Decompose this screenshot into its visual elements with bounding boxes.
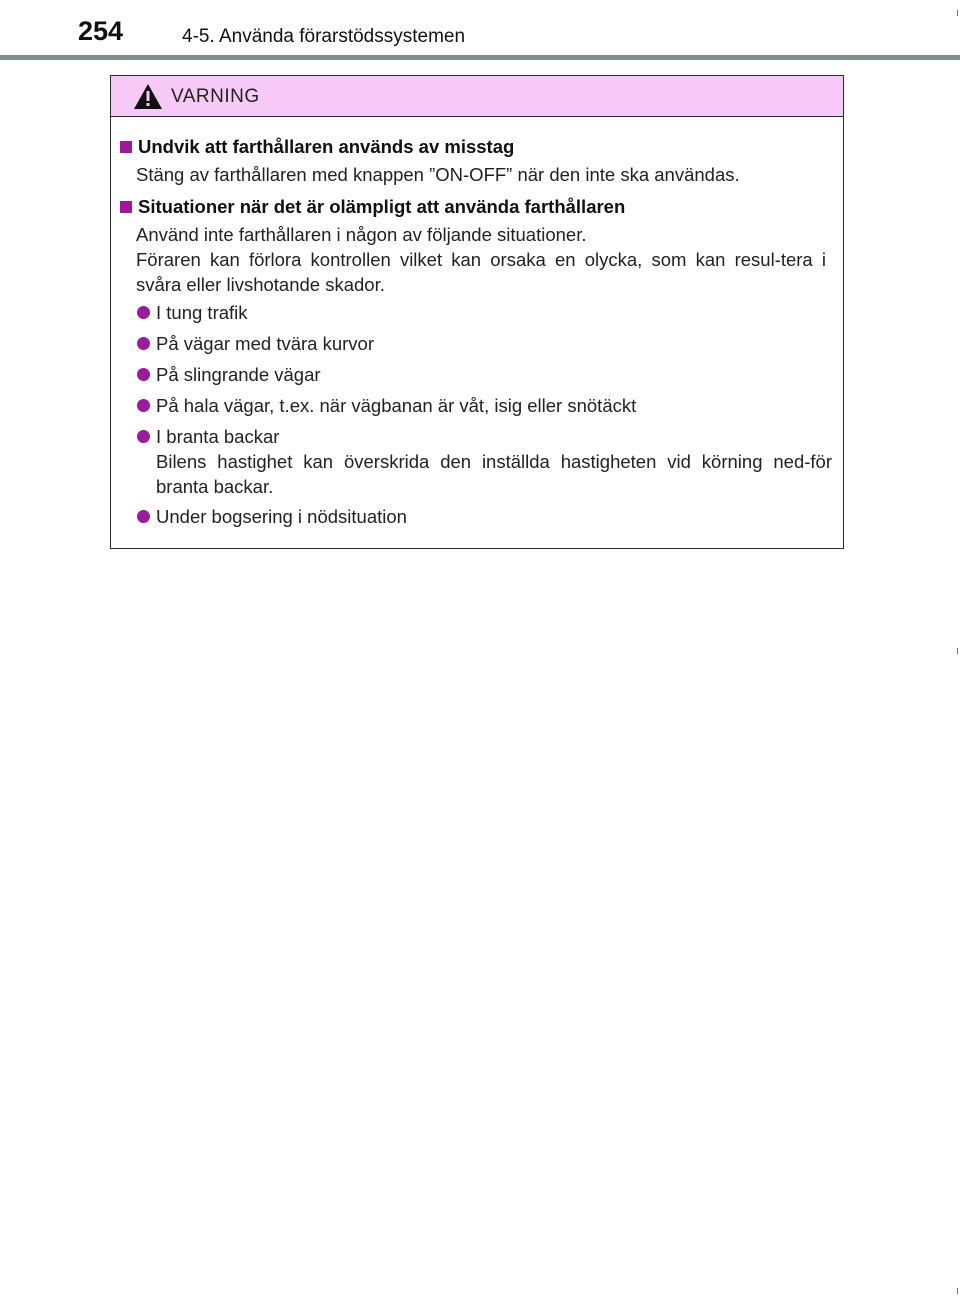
warning-label: VARNING	[171, 86, 260, 107]
list-item-text: På vägar med tvära kurvor	[156, 333, 374, 354]
item-paragraph: Föraren kan förlora kontrollen vilket kan orsaka en olycka, som kan resul-tera i svåra eller livshotande skador.	[136, 249, 826, 295]
item-paragraph: Stäng av farthållaren med knappen ”ON-OFF” när den inte ska användas.	[136, 164, 740, 185]
edge-mark	[957, 10, 958, 16]
section-title: 4-5. Använda förarstödssystemen	[182, 26, 466, 47]
list-item-text: I tung trafik	[156, 302, 248, 323]
item-heading-text: Undvik att farthållaren används av misstag	[138, 136, 515, 157]
item-heading	[120, 136, 514, 158]
list-item	[137, 393, 837, 418]
round-bullet-icon	[137, 368, 150, 381]
list-item-text: I branta backar	[156, 426, 280, 447]
page-header	[0, 0, 960, 62]
list-item	[137, 362, 837, 387]
list-item	[137, 331, 837, 356]
round-bullet-icon	[137, 399, 150, 412]
list-item-detail: Bilens hastighet kan överskrida den inställda hastigheten vid körning ned-för branta backar.	[156, 451, 832, 497]
square-bullet-icon	[120, 201, 132, 213]
list-item	[137, 504, 837, 529]
item-heading	[120, 196, 625, 218]
list-item-text: På hala vägar, t.ex. när vägbanan är våt, isig eller snötäckt	[156, 395, 637, 416]
list-item-text: På slingrande vägar	[156, 364, 321, 385]
edge-mark	[957, 648, 958, 654]
item-paragraph: Använd inte farthållaren i någon av följande situationer.	[136, 224, 587, 245]
page-number: 254	[78, 16, 124, 46]
round-bullet-icon	[137, 306, 150, 319]
warning-box	[110, 75, 844, 549]
list-item-text: Under bogsering i nödsituation	[156, 506, 407, 527]
list-item	[137, 424, 837, 499]
edge-mark	[957, 1288, 958, 1294]
warning-header	[111, 76, 843, 117]
header-rule	[0, 55, 960, 60]
round-bullet-icon	[137, 510, 150, 523]
round-bullet-icon	[137, 337, 150, 350]
item-heading-text: Situationer när det är olämpligt att använda farthållaren	[138, 196, 626, 217]
round-bullet-icon	[137, 430, 150, 443]
square-bullet-icon	[120, 141, 132, 153]
list-item	[137, 300, 837, 325]
warning-triangle-icon	[133, 83, 163, 110]
